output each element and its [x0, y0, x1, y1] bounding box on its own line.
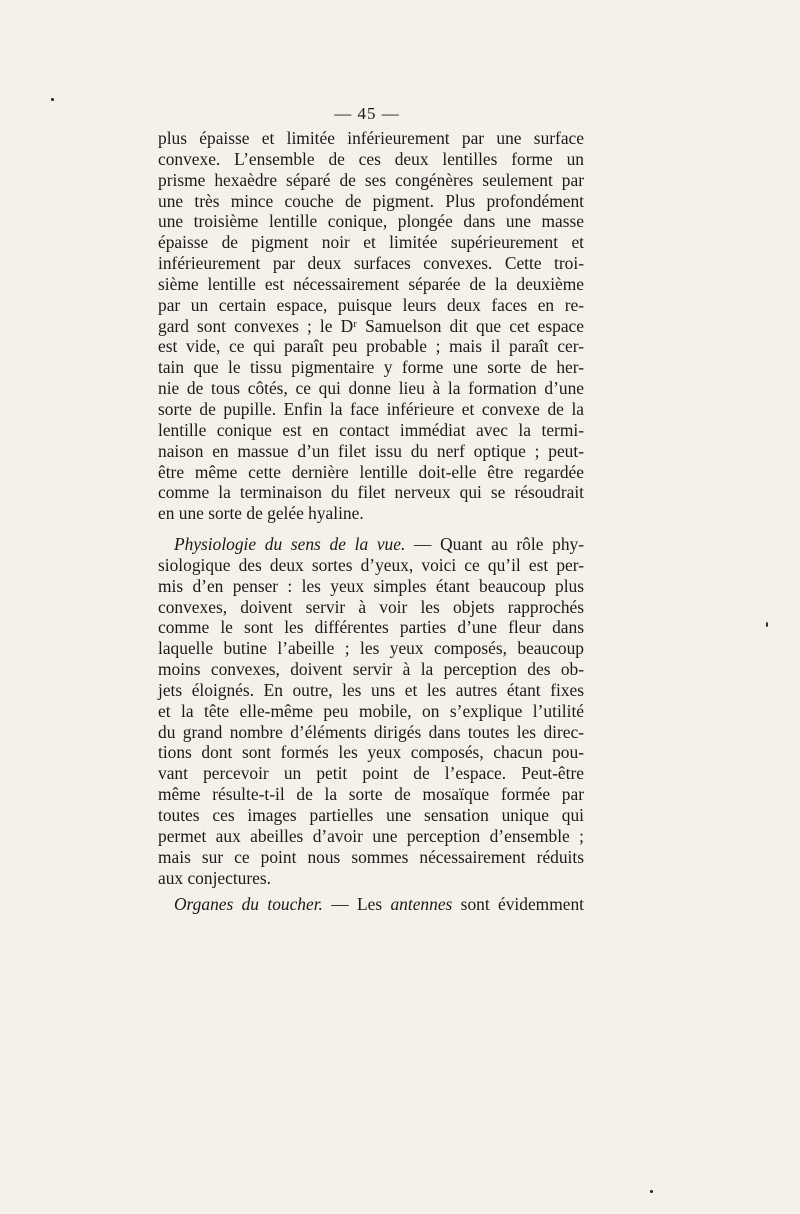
- text-line: par un certain espace, puisque leurs deux faces en re-: [158, 294, 584, 315]
- text-line: naison en massue d’un filet issu du nerf optique ; peut-: [158, 440, 584, 461]
- text-line: tain que le tissu pigmentaire y forme une sorte de her-: [158, 357, 584, 378]
- text-line: siologique des deux sortes d’yeux, voici ce qu’il est per-: [158, 554, 584, 575]
- body-text: [158, 128, 584, 915]
- text-fragment-italic: antennes: [390, 894, 453, 915]
- text-line: inférieurement par deux surfaces convexes. Cette troi-: [158, 253, 584, 274]
- text-line: aux conjectures.: [158, 867, 271, 888]
- text-line: sorte de pupille. Enfin la face inférieure et convexe de la: [158, 398, 584, 419]
- text-line: toutes ces images partielles une sensation unique qui: [158, 805, 584, 825]
- page-number: — 45 —: [334, 104, 400, 123]
- text-fragment: — Les: [322, 894, 391, 915]
- paragraph-touch-organs: [158, 894, 584, 915]
- text-line: même résulte-t-il de la sorte de mosaïque formée par: [158, 784, 584, 805]
- text-line: en une sorte de gelée hyaline.: [158, 503, 364, 524]
- print-speck: [650, 1190, 653, 1193]
- section-heading-vision: Physiologie du sens de la vue.: [174, 534, 406, 555]
- text-line: épaisse de pigment noir et limitée supérieurement et: [158, 232, 584, 253]
- text-line: mis d’en penser : les yeux simples étant beaucoup plus: [158, 575, 584, 596]
- print-speck: [51, 98, 54, 101]
- text-line: convexes, doivent servir à voir les objets rapprochés: [158, 596, 584, 617]
- text-fragment: — Quant au rôle phy-: [405, 534, 584, 555]
- text-line: tions dont sont formés les yeux composés, chacun pou-: [158, 742, 584, 763]
- text-line: laquelle butine l’abeille ; les yeux composés, beaucoup: [158, 638, 584, 659]
- text-line: lentille conique est en contact immédiat avec la termi-: [158, 419, 584, 440]
- section-heading-touch: Organes du toucher.: [174, 894, 323, 915]
- text-line: plus épaisse et limitée inférieurement par une surface: [158, 128, 584, 148]
- text-line: jets éloignés. En outre, les uns et les autres étant fixes: [158, 679, 584, 700]
- paragraph-vision-physiology: [158, 534, 584, 888]
- text-line: [158, 534, 584, 555]
- text-fragment: sont évidemment: [452, 894, 584, 915]
- text-line: sième lentille est nécessairement séparée de la deuxième: [158, 273, 584, 294]
- print-speck: [766, 622, 768, 627]
- text-line: mais sur ce point nous sommes nécessairement réduits: [158, 846, 584, 867]
- text-line: du grand nombre d’éléments dirigés dans toutes les direc-: [158, 721, 584, 742]
- text-line: et la tête elle-même peu mobile, on s’explique l’utilité: [158, 700, 584, 721]
- text-line: gard sont convexes ; le Dʳ Samuelson dit que cet espace: [158, 315, 584, 336]
- text-line: moins convexes, doivent servir à la perception des ob-: [158, 659, 584, 680]
- text-line: permet aux abeilles d’avoir une perception d’ensemble ;: [158, 825, 584, 846]
- text-line: [158, 894, 584, 915]
- text-line: vant percevoir un petit point de l’espace. Peut-être: [158, 763, 584, 784]
- text-line: une troisième lentille conique, plongée dans une masse: [158, 211, 584, 232]
- text-line: convexe. L’ensemble de ces deux lentilles forme un: [158, 148, 584, 169]
- text-line: comme le sont les différentes parties d’une fleur dans: [158, 617, 584, 638]
- text-line: nie de tous côtés, ce qui donne lieu à la formation d’une: [158, 378, 584, 399]
- paragraph-eye-structure: [158, 128, 584, 524]
- text-line: prisme hexaèdre séparé de ses congénères seulement par: [158, 169, 584, 190]
- text-line: est vide, ce qui paraît peu probable ; mais il paraît cer-: [158, 336, 584, 357]
- text-line: comme la terminaison du filet nerveux qui se résoudrait: [158, 482, 584, 503]
- text-line: une très mince couche de pigment. Plus profondément: [158, 190, 584, 211]
- text-line: être même cette dernière lentille doit-elle être regardée: [158, 461, 584, 482]
